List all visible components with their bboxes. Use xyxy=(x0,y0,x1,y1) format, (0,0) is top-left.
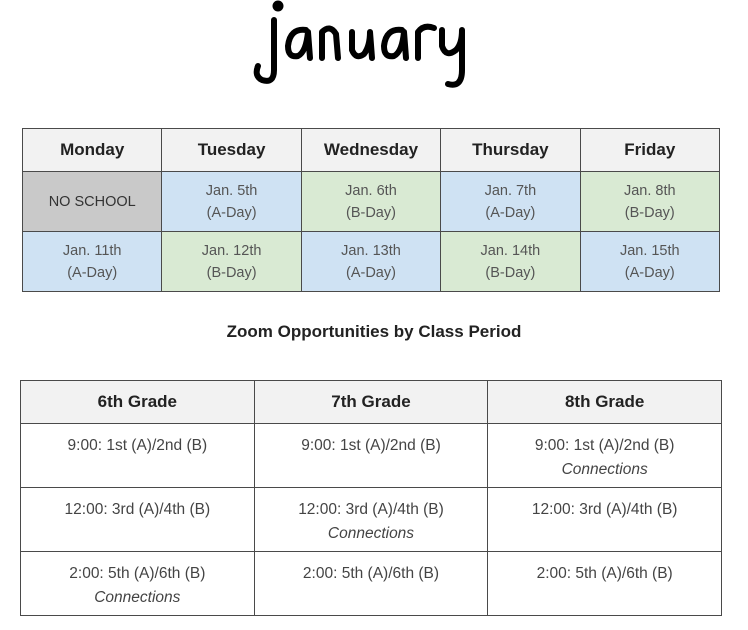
cell-line2: (B-Day) xyxy=(624,204,675,221)
calendar-cell xyxy=(441,172,580,232)
zoom-cell xyxy=(488,488,722,552)
period-time: 12:00: 3rd (A)/4th (B) xyxy=(531,501,678,518)
period-note: Connections xyxy=(94,589,181,606)
cell-line1: Jan. 11th xyxy=(62,242,122,259)
zoom-row xyxy=(21,552,722,616)
grade-header: 7th Grade xyxy=(254,381,488,424)
calendar-cell xyxy=(301,232,440,292)
calendar-cell xyxy=(162,172,301,232)
zoom-cell xyxy=(254,488,488,552)
zoom-header-row xyxy=(21,381,722,424)
page-title xyxy=(0,0,748,100)
january-script-title xyxy=(244,0,504,100)
zoom-cell xyxy=(254,552,488,616)
calendar-cell xyxy=(580,232,719,292)
zoom-cell xyxy=(21,424,255,488)
zoom-row xyxy=(21,488,722,552)
zoom-cell xyxy=(21,488,255,552)
period-time: 2:00: 5th (A)/6th (B) xyxy=(302,565,440,582)
calendar-header: Tuesday xyxy=(162,129,301,172)
zoom-cell xyxy=(488,424,722,488)
calendar-cell xyxy=(441,232,580,292)
period-note: Connections xyxy=(561,461,648,478)
period-time: 9:00: 1st (A)/2nd (B) xyxy=(67,437,208,454)
cell-line2: (A-Day) xyxy=(346,264,396,281)
calendar-cell xyxy=(580,172,719,232)
zoom-cell xyxy=(21,552,255,616)
zoom-cell xyxy=(488,552,722,616)
cell-line1: Jan. 7th xyxy=(484,182,537,199)
cell-line2: (A-Day) xyxy=(485,204,536,221)
zoom-row xyxy=(21,424,722,488)
calendar-header-row xyxy=(23,129,720,172)
period-time: 9:00: 1st (A)/2nd (B) xyxy=(534,437,675,454)
cell-line1: Jan. 5th xyxy=(205,182,258,199)
calendar-row xyxy=(23,172,720,232)
cell-line1: Jan. 8th xyxy=(623,182,676,199)
cell-line1: Jan. 13th xyxy=(341,242,401,259)
cell-line1: Jan. 15th xyxy=(619,242,680,259)
cell-line2: (B-Day) xyxy=(485,264,536,281)
calendar-header: Friday xyxy=(580,129,719,172)
period-time: 2:00: 5th (A)/6th (B) xyxy=(69,565,206,582)
cell-line1: NO SCHOOL xyxy=(48,193,136,210)
calendar-cell xyxy=(23,172,162,232)
calendar-header: Monday xyxy=(23,129,162,172)
period-time: 2:00: 5th (A)/6th (B) xyxy=(536,565,673,582)
grade-header: 8th Grade xyxy=(488,381,722,424)
period-time: 12:00: 3rd (A)/4th (B) xyxy=(64,501,211,518)
cell-line1: Jan. 6th xyxy=(345,182,397,199)
cell-line2: (B-Day) xyxy=(346,204,396,221)
cell-line1: Jan. 12th xyxy=(201,242,262,259)
grade-header: 6th Grade xyxy=(21,381,255,424)
calendar-header: Wednesday xyxy=(301,129,440,172)
zoom-cell xyxy=(254,424,488,488)
cell-line2: (A-Day) xyxy=(67,264,118,281)
zoom-schedule-table xyxy=(20,380,722,616)
cell-line2: (A-Day) xyxy=(206,204,257,221)
calendar-cell xyxy=(301,172,440,232)
calendar-row xyxy=(23,232,720,292)
cell-line2: (B-Day) xyxy=(206,264,257,281)
cell-line2: (A-Day) xyxy=(624,264,675,281)
period-time: 9:00: 1st (A)/2nd (B) xyxy=(301,437,441,454)
zoom-heading: Zoom Opportunities by Class Period xyxy=(226,322,522,341)
calendar-cell xyxy=(162,232,301,292)
calendar-header: Thursday xyxy=(441,129,580,172)
period-note: Connections xyxy=(327,525,415,542)
period-time: 12:00: 3rd (A)/4th (B) xyxy=(298,501,444,518)
calendar-table xyxy=(22,128,720,292)
cell-line1: Jan. 14th xyxy=(480,242,541,259)
calendar-cell xyxy=(23,232,162,292)
